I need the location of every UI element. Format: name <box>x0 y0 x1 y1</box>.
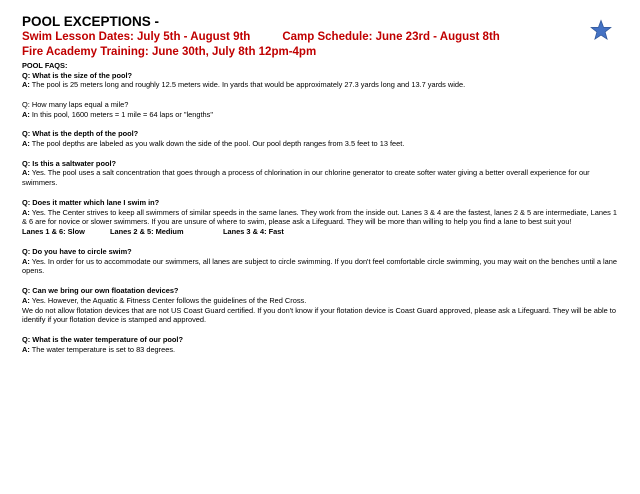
faq-item <box>22 247 622 276</box>
lane-slow: Lanes 1 & 6: Slow <box>22 227 85 237</box>
faq-question: Q: What is the water temperature of our pool? <box>22 335 183 345</box>
camp-schedule: Camp Schedule: June 23rd - August 8th <box>282 31 500 43</box>
faq-item <box>22 198 622 237</box>
faq-answer: A: Yes. The Center strives to keep all swimmers of similar speeds in the same lanes. They work from the inside out. Lanes 3 & 4 are the fastest, lanes 2 & 5 are intermediate, Lanes 1 & 6 are for novice or slower swimmers. If you are unsure of where to swim, please ask a Lifeguard. They will be more than willing to help you find a lane to best suit you! <box>22 207 617 227</box>
faq-question: Q: Do you have to circle swim? <box>22 246 132 256</box>
faq-item <box>22 129 622 149</box>
faq-item <box>22 159 622 188</box>
lane-speeds <box>22 227 622 237</box>
faq-item <box>22 286 622 325</box>
faq-question: Q: How many laps equal a mile? <box>22 99 129 109</box>
faq-question: Q: Does it matter which lane I swim in? <box>22 197 160 207</box>
document <box>22 14 622 355</box>
faq-question: Q: Is this a saltwater pool? <box>22 158 117 168</box>
fire-academy-training: Fire Academy Training: June 30th, July 8th 12pm-4pm <box>22 46 317 58</box>
lane-fast: Lanes 3 & 4: Fast <box>223 227 284 237</box>
faq-answer: A: Yes. The pool uses a salt concentration that goes through a process of chlorination in our chlorine generator to create softer water giving a better overall experience for our swimmers. <box>22 168 590 188</box>
faq-answer: A: The pool depths are labeled as you walk down the side of the pool. Our pool depth ranges from 3.5 feet to 13 feet. <box>22 139 405 149</box>
faq-answer: A: In this pool, 1600 meters = 1 mile = 64 laps or "lengths" <box>22 109 213 119</box>
faq-answer: A: The pool is 25 meters long and roughly 12.5 meters wide. In yards that would be approximately 27.3 yards long and 13.7 yards wide. <box>22 80 466 90</box>
page-title: POOL EXCEPTIONS - <box>22 14 160 29</box>
faq-answer-extra: We do not allow flotation devices that are not US Coast Guard certified. If you don't know if your flotation device is Coast Guard approved, please ask a Lifeguard. They will be able to identify if your flotation device is stamped and approved. <box>22 305 616 325</box>
faq-item <box>22 100 622 120</box>
faq-question: Q: Can we bring our own floatation devices? <box>22 286 179 296</box>
faq-item <box>22 71 622 91</box>
faq-item <box>22 335 622 355</box>
faq-answer: A: Yes. However, the Aquatic & Fitness Center follows the guidelines of the Red Cross. <box>22 295 307 305</box>
swim-lesson-dates: Swim Lesson Dates: July 5th - August 9th <box>22 31 251 43</box>
faq-answer: A: The water temperature is set to 83 degrees. <box>22 344 176 354</box>
faq-question: Q: What is the depth of the pool? <box>22 129 139 139</box>
faq-answer: A: Yes. In order for us to accommodate our swimmers, all lanes are subject to circle swimming. If you don't feel comfortable circle swimming, you may wait on the benches until a lane opens. <box>22 256 617 276</box>
schedule-line <box>22 30 622 45</box>
faq-question: Q: What is the size of the pool? <box>22 70 133 80</box>
star-icon <box>590 19 612 41</box>
lane-medium: Lanes 2 & 5: Medium <box>110 227 184 237</box>
faqs-heading: POOL FAQS: <box>22 61 68 70</box>
